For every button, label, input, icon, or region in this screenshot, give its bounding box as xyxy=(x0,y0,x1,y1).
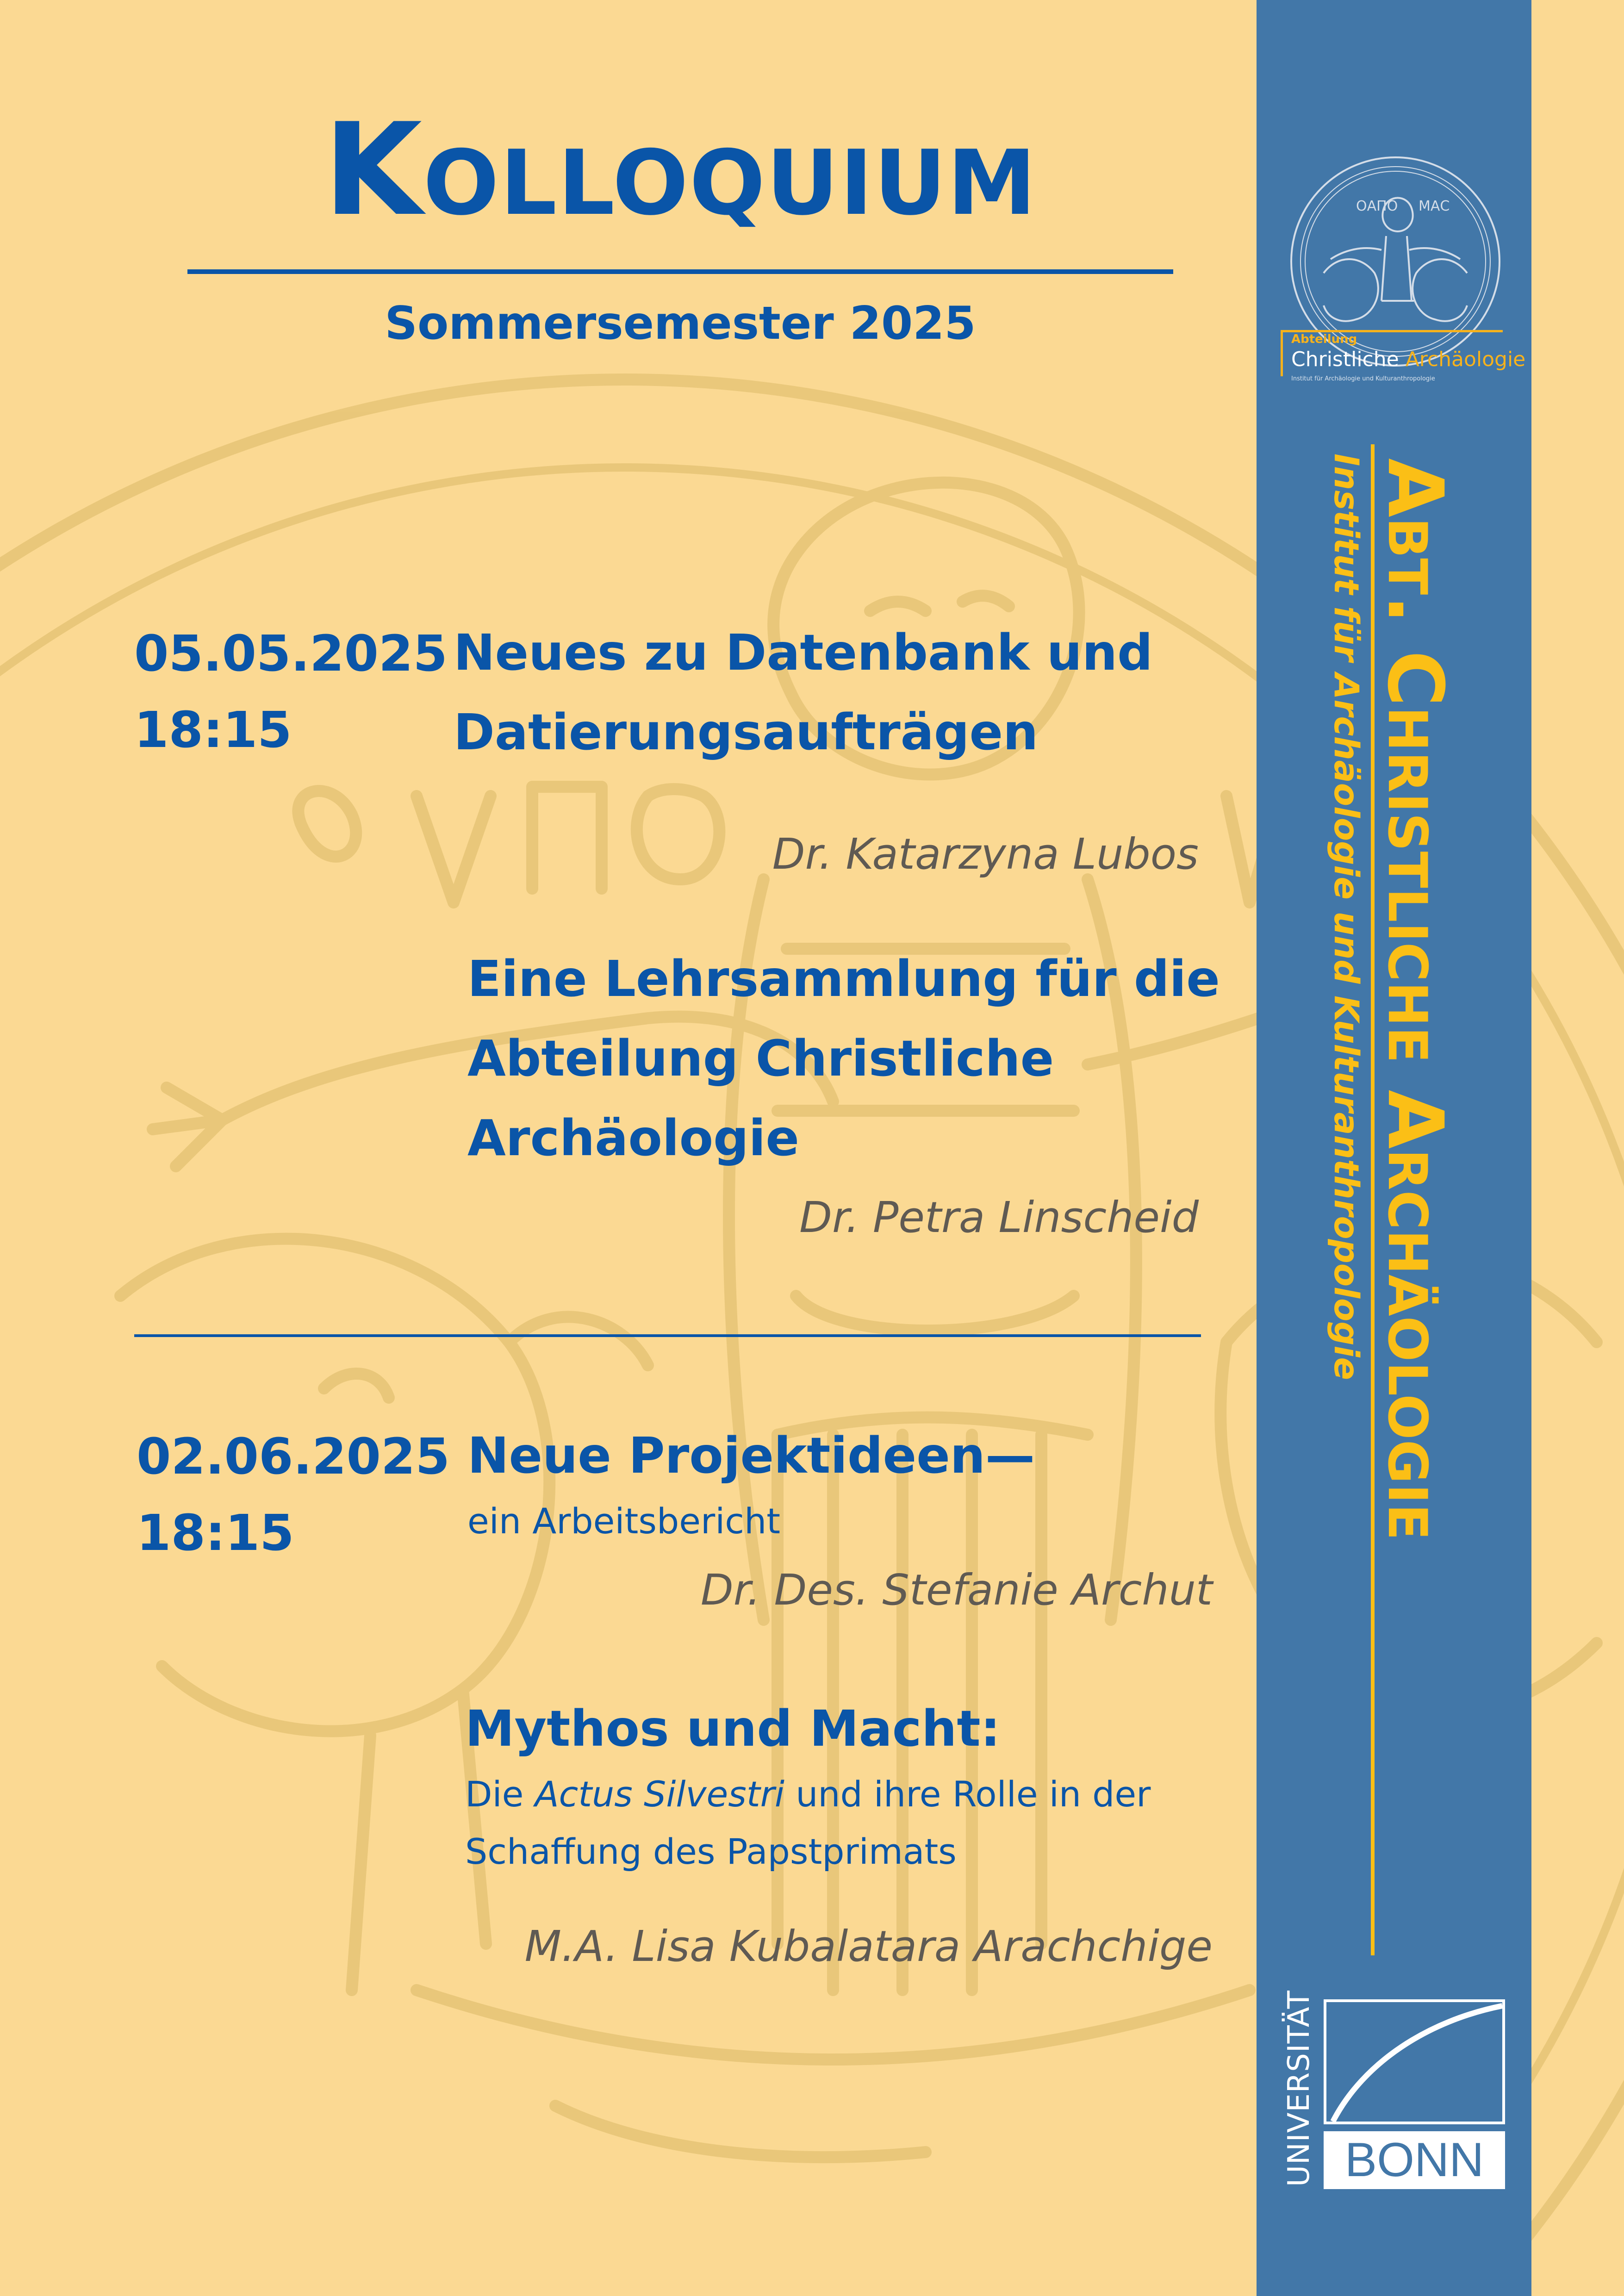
page-title xyxy=(187,96,1173,244)
university-name: BONN xyxy=(1324,2131,1505,2189)
sidebar-subtitle: Institut für Archäologie und Kulturanthropologie xyxy=(1326,454,1366,1381)
talk-4-subtitle-line-2 xyxy=(465,1823,1151,1880)
talk-1-title-line: Neues zu Datenbank und xyxy=(454,624,1153,682)
sidebar-title xyxy=(1371,458,1460,1541)
talk-2-speaker: Dr. Petra Linscheid xyxy=(799,1193,1199,1242)
session-1-time: 18:15 xyxy=(134,702,292,759)
talk-1-title-line: Datierungsaufträgen xyxy=(454,704,1039,761)
talk-4-speaker: M.A. Lisa Kubalatara Arachchige xyxy=(524,1922,1213,1971)
sidebar-title-text: Abt. Christliche Archäologie xyxy=(1371,458,1460,1541)
talk-3-speaker: Dr. Des. Stefanie Archut xyxy=(700,1565,1213,1615)
talk-4-subtitle xyxy=(465,1766,1151,1880)
talk-1-title xyxy=(454,613,1153,772)
seal-label-main-1: Christliche xyxy=(1291,348,1399,371)
talk-3-title: Neue Projektideen— xyxy=(467,1427,1035,1485)
seal-label-main-2: Archäologie xyxy=(1405,348,1526,371)
university-vertical-label: UNIVERSITÄT xyxy=(1282,1990,1316,2187)
subtitle-text: Die xyxy=(465,1773,535,1815)
university-logo-frame xyxy=(1324,1999,1505,2124)
session-2-time: 18:15 xyxy=(137,1505,294,1562)
talk-2-title-line: Abteilung Christliche xyxy=(467,1030,1054,1088)
seal-inscription-right: ΜΑC xyxy=(1419,198,1450,214)
title-text: Kolloquium xyxy=(324,96,1037,244)
university-logo-icon xyxy=(1326,2002,1502,2122)
talk-3-subtitle: ein Arbeitsbericht xyxy=(467,1500,781,1542)
talk-4-title: Mythos und Macht: xyxy=(465,1700,1001,1758)
talk-2-title-line: Eine Lehrsammlung für die xyxy=(467,951,1220,1008)
talk-2-title-line: Archäologie xyxy=(467,1110,799,1167)
title-underline xyxy=(187,269,1173,274)
session-2-date: 02.06.2025 xyxy=(137,1428,450,1486)
seal-label-tiny: Institut für Archäologie und Kulturanthropologie xyxy=(1291,375,1435,382)
talk-4-subtitle-line-1 xyxy=(465,1766,1151,1823)
talk-1-speaker: Dr. Katarzyna Lubos xyxy=(772,829,1199,879)
subtitle-text: und ihre Rolle in der xyxy=(784,1773,1151,1815)
seal-label-small: Abteilung xyxy=(1291,332,1357,346)
semester-label: Sommersemester 2025 xyxy=(385,297,976,350)
talk-2-title xyxy=(467,940,1220,1178)
session-1-date: 05.05.2025 xyxy=(134,625,448,683)
subtitle-text: Schaffung des Papstprimats xyxy=(465,1831,957,1872)
seal-label-main xyxy=(1291,349,1525,370)
session-divider xyxy=(134,1334,1201,1337)
subtitle-emphasis: Actus Silvestri xyxy=(535,1773,785,1815)
seal-inscription-left: ΟΑΠΟ xyxy=(1356,198,1398,214)
